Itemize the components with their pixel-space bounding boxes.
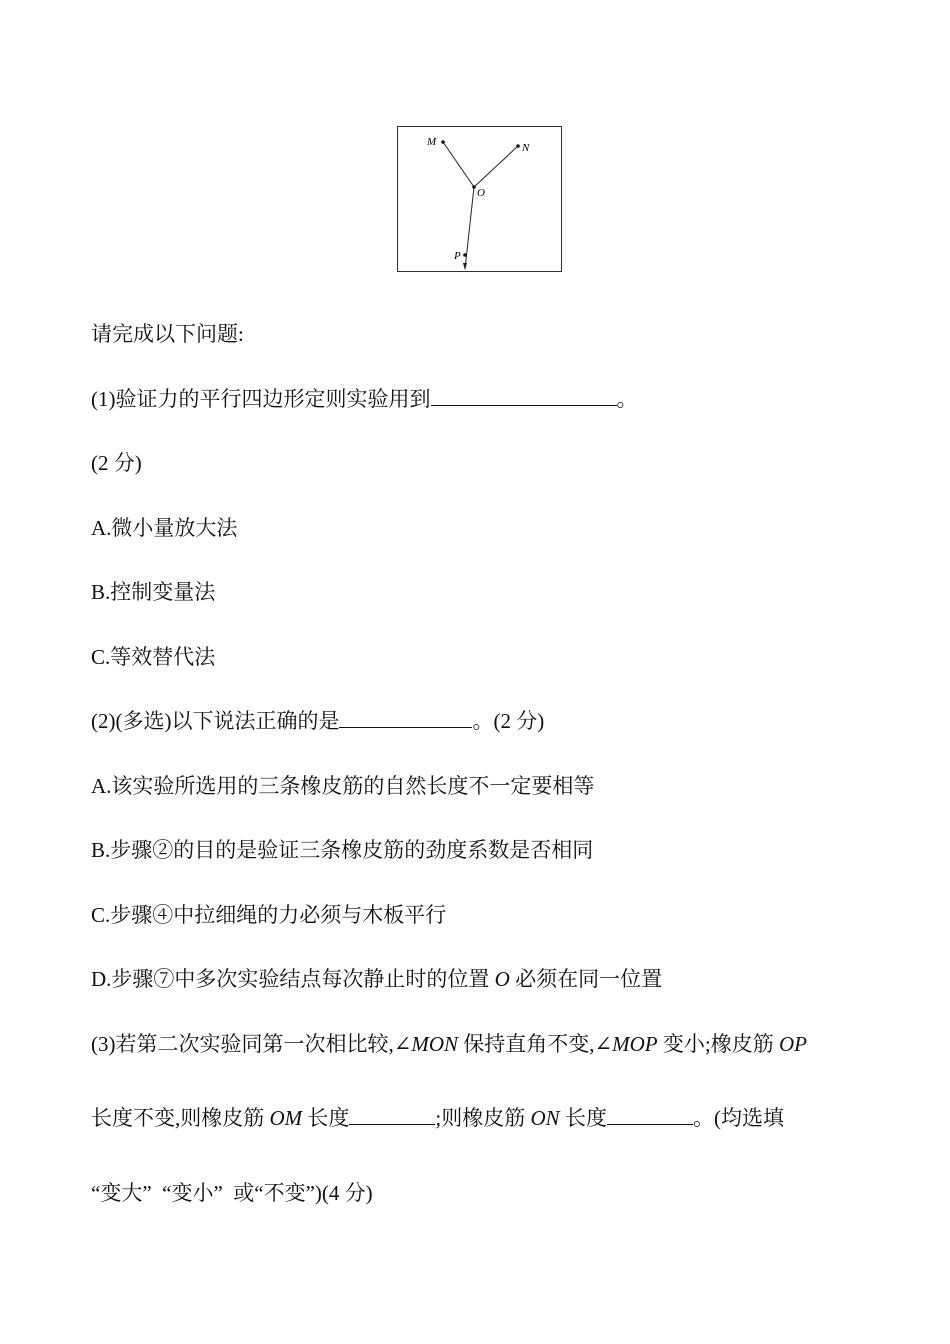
- rubber-band-op: [465, 187, 474, 269]
- question-1: [91, 386, 638, 412]
- answer-blank: [349, 1106, 435, 1125]
- answer-blank: [339, 709, 472, 728]
- force-diagram: [397, 126, 562, 272]
- option-item: B.步骤②的目的是验证三条橡皮筋的劲度系数是否相同: [91, 838, 594, 862]
- point-o: [472, 185, 476, 189]
- question-3-line-3: “变大” “变小” 或“不变”)(4 分): [91, 1181, 373, 1205]
- rubber-band-om: [443, 142, 474, 187]
- question-2-end: 。(2 分): [472, 709, 545, 733]
- force-diagram-svg: [398, 127, 563, 273]
- label-o: O: [477, 187, 485, 199]
- variable-op: OP: [778, 1032, 807, 1056]
- label-p: P: [454, 250, 461, 262]
- label-m: M: [427, 136, 437, 148]
- question-3-line-1: (3)若第二次实验同第一次相比较,∠MON 保持直角不变,∠MOP 变小;橡皮筋 OP: [91, 1032, 807, 1056]
- answer-blank: [607, 1106, 693, 1125]
- point-n: [516, 144, 520, 148]
- question-3-line-2: 长度不变,则橡皮筋 OM 长度 ;则橡皮筋 ON 长度 。(均选填: [91, 1106, 784, 1130]
- question-1-text: (1)验证力的平行四边形定则实验用到: [91, 387, 431, 411]
- rubber-band-on: [474, 146, 518, 187]
- option-item: A.该实验所选用的三条橡皮筋的自然长度不一定要相等: [91, 774, 595, 798]
- question-1-score: (2 分): [91, 451, 142, 475]
- question-2: [91, 708, 544, 734]
- intro-text: 请完成以下问题:: [91, 322, 244, 346]
- option-item: C.步骤④中拉细绳的力必须与木板平行: [91, 903, 447, 927]
- variable-om: OM: [269, 1106, 303, 1130]
- arrow-head-icon: [463, 263, 467, 270]
- angle-mop: ∠MOP: [594, 1032, 658, 1056]
- answer-blank: [431, 387, 617, 406]
- option-item: A.微小量放大法: [91, 516, 238, 540]
- point-m: [441, 140, 445, 144]
- angle-mon: ∠MON: [393, 1032, 459, 1056]
- variable-on: ON: [530, 1106, 560, 1130]
- label-n: N: [522, 142, 530, 154]
- option-item: D.步骤⑦中多次实验结点每次静止时的位置 O 必须在同一位置: [91, 967, 663, 991]
- variable-o: O: [494, 967, 510, 991]
- question-2-text: (2)(多选)以下说法正确的是: [91, 709, 340, 733]
- point-p: [463, 253, 467, 257]
- option-item: C.等效替代法: [91, 645, 216, 669]
- question-1-end: 。: [616, 387, 638, 411]
- option-item: B.控制变量法: [91, 580, 216, 604]
